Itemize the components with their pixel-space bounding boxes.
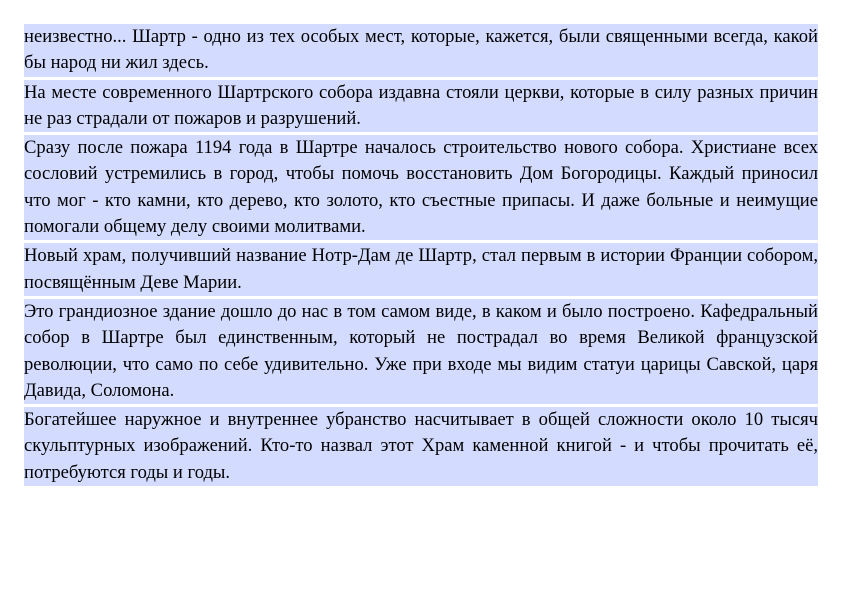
paragraph-4: Новый храм, получивший название Нотр-Дам де Шартр, стал первым в истории Франции собором, посвящённым Деве Марии.: [24, 243, 818, 296]
paragraph-5: Это грандиозное здание дошло до нас в том самом виде, в каком и было построено. Кафедральный собор в Шартре был единственным, который не пострадал во время Великой французской революции, что само по себе удивительно. Уже при входе мы видим статуи царицы Савской, царя Давида, Соломона.: [24, 299, 818, 404]
paragraph-6: Богатейшее наружное и внутреннее убранство насчитывает в общей сложности около 10 тысяч скульптурных изображений. Кто-то назвал этот Храм каменной книгой - и чтобы прочитать её, потребуются годы и годы.: [24, 407, 818, 486]
paragraph-1: неизвестно... Шартр - одно из тех особых мест, которые, кажется, были священными всегда, какой бы народ ни жил здесь.: [24, 24, 818, 77]
paragraph-3: Сразу после пожара 1194 года в Шартре началось строительство нового собора. Христиане всех сословий устремились в город, чтобы помочь восстановить Дом Богородицы. Каждый приносил что мог - кто камни, кто дерево, кто золото, кто съестные припасы. И даже больные и неимущие помогали общему делу своими молитвами.: [24, 135, 818, 240]
text-block: [24, 24, 818, 489]
paragraph-2: На месте современного Шартрского собора издавна стояли церкви, которые в силу разных причин не раз страдали от пожаров и разрушений.: [24, 80, 818, 133]
